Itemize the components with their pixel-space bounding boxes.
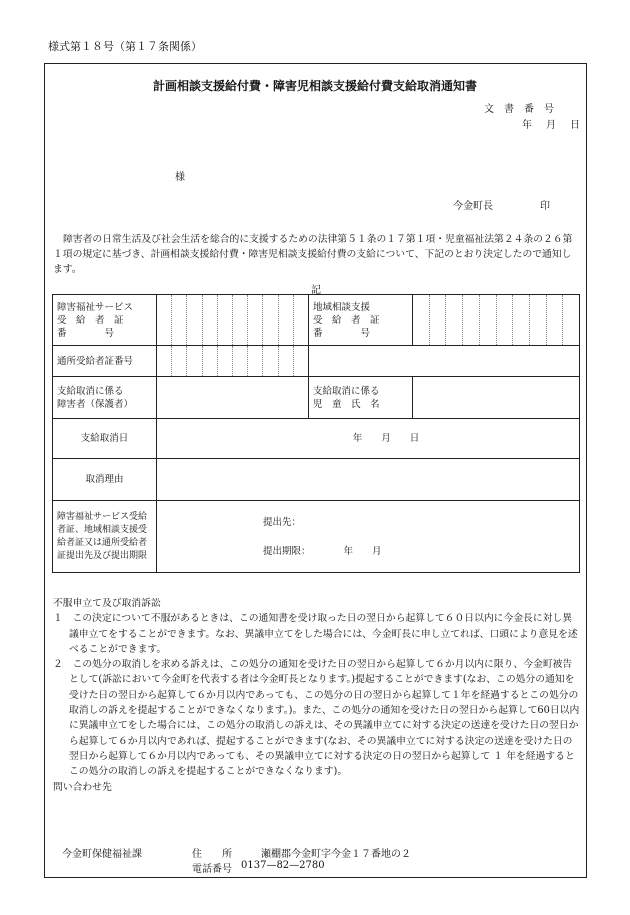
date-label: 年 月 日 — [522, 120, 582, 131]
cell-submission-value[interactable] — [157, 501, 580, 573]
line: 障害福祉サービス — [57, 301, 134, 313]
cell-empty — [309, 346, 580, 377]
recipient-suffix: 様 — [175, 172, 185, 183]
ki-heading: 記 — [311, 285, 321, 296]
appeal-item-1: １ この決定について不服があるときは、この通知書を受け取った日の翌日から起算して６０日以内に今金長に対し異議申立てをすることができます。なお、異議申立てをした場合には、今金町長に申し立てれば、口頭により意見を述べることができます。 — [53, 613, 578, 655]
contact-tel-label: 電話番号 — [192, 864, 232, 875]
contact-address-label: 住 所 — [192, 849, 232, 860]
submission-dest: 提出先： — [263, 516, 302, 528]
line: 番 号 — [57, 327, 115, 339]
cell-service-cert-number[interactable] — [157, 295, 309, 346]
doc-number-label: 文 書 番 号 — [484, 104, 554, 115]
digit-boxes — [413, 295, 579, 345]
table-row — [53, 459, 580, 501]
table-row — [53, 501, 580, 573]
line: 支給取消に係る — [57, 385, 124, 397]
cell-submission-label: 障害福祉サービス受給者証、地域相談支援受給者証又は通所受給者証提出先及び提出期限 — [53, 501, 157, 573]
issuer: 今金町長 — [453, 201, 493, 212]
seal-mark: 印 — [540, 201, 550, 212]
intro-paragraph: 障害者の日常生活及び社会生活を総合的に支援するための法律第５１条の１７第１項・児童福祉法第２４条の２６第１項の規定に基づき、計画相談支援給付費・障害児相談支援給付費の支給について、下記のとおり決定したので通知します。 — [53, 234, 573, 275]
line: 児 童 氏 名 — [313, 398, 380, 410]
table-row — [53, 295, 580, 346]
contact-tel: 0137—82—2780 — [241, 860, 325, 871]
form-number: 様式第１８号（第１７条関係） — [48, 40, 202, 53]
table-row — [53, 377, 580, 419]
appeal-item-2: ２ この処分の取消しを求める訴えは、この処分の通知を受けた日の翌日から起算して６か月以内に限り、今金町被告として(訴訟において今金町を代表する者は今金町長となります。)提起することができます(なお、この処分の通知を受けた日の翌日から起算して６か月以内であっても、この処分の日の翌日から起算して１年を経過するとこの処分の取消しの訴えを提起することができなくなります。)。また、この処分の通知を受けた日の翌日から起算して60日以内に異議申立てをした場合には、この処分の取消しの訴えは、その異議申立てに対する決定の送達を受けた日の翌日から起算して６か月以内であれば、提起することができます(なお、その異議申立てに対する決定の送達を受けた日の翌日から起算して６か月以内であっても、その異議申立てに対する決定の日の翌日から起算して １ 年を経過するとこの処分の取消しの訴えを提起することができなくなります)。 — [53, 659, 580, 778]
line: 地域相談支援 — [313, 301, 371, 313]
table-row — [53, 346, 580, 377]
cell-service-cert-label — [53, 295, 157, 346]
cell-person-value[interactable] — [157, 377, 309, 419]
appeal-section — [53, 596, 580, 795]
contact-heading: 問い合わせ先 — [53, 781, 112, 793]
info-table — [52, 294, 580, 573]
submission-deadline-row — [263, 545, 575, 558]
contact-address: 瀬棚郡今金町字今金１７番地の２ — [261, 849, 411, 860]
line: 障害者（保護者） — [57, 398, 134, 410]
submission-deadline-date: 年 月 — [343, 545, 382, 557]
cell-child-value[interactable] — [413, 377, 580, 419]
cell-cancel-date-label: 支給取消日 — [53, 419, 157, 459]
submission-deadline-label: 提出期限： — [263, 545, 311, 557]
line: 支給取消に係る — [313, 385, 380, 397]
line: 受 給 者 証 — [313, 314, 380, 326]
table-row — [53, 419, 580, 459]
cell-day-cert-number[interactable] — [157, 346, 309, 377]
digit-boxes — [157, 346, 308, 376]
cell-community-cert-label — [309, 295, 413, 346]
cell-reason-label: 取消理由 — [53, 459, 157, 501]
digit-boxes — [157, 295, 308, 345]
page-title: 計画相談支援給付費・障害児相談支援給付費支給取消通知書 — [152, 79, 477, 93]
contact-dept: 今金町保健福祉課 — [62, 849, 142, 860]
cell-cancel-date[interactable]: 年 月 日 — [157, 419, 580, 459]
cell-person-label — [53, 377, 157, 419]
line: 番 号 — [313, 327, 371, 339]
cell-community-cert-number[interactable] — [413, 295, 580, 346]
cell-child-label — [309, 377, 413, 419]
line: 受 給 者 証 — [57, 314, 124, 326]
appeal-heading: 不服申立て及び取消訴訟 — [53, 598, 161, 609]
cell-day-cert-label: 通所受給者証番号 — [53, 346, 157, 377]
cell-reason-value[interactable] — [157, 459, 580, 501]
